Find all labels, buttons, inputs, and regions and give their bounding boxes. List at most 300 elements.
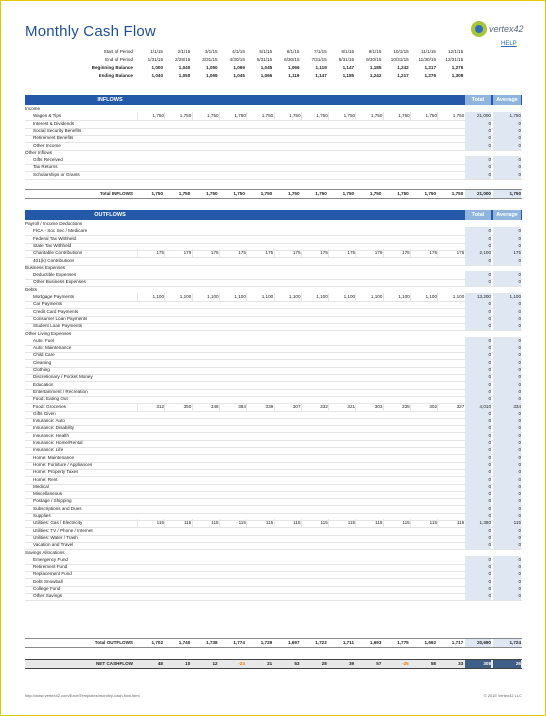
cell[interactable]: 115 [301, 519, 328, 527]
row-label: End of Period [105, 57, 133, 62]
cell[interactable]: 1,750 [410, 112, 437, 120]
total-inflows-row [25, 189, 522, 199]
cell[interactable]: 12/1/15 [447, 49, 464, 54]
row-label: Home: Furniture / Appliances [33, 461, 93, 467]
table-row [25, 592, 522, 601]
total-cell: 0 [465, 556, 491, 564]
cell[interactable]: 33 [458, 661, 464, 666]
cell[interactable]: 11/1/15 [421, 49, 436, 54]
cell[interactable]: 1,217 [397, 73, 409, 78]
vertex42-logo[interactable] [471, 21, 535, 41]
average-cell: 26 [493, 660, 521, 668]
cell[interactable]: 1,066 [288, 65, 300, 70]
cell[interactable]: 1,040 [178, 65, 191, 70]
cell[interactable]: 115 [437, 519, 464, 527]
average-cell: 0 [493, 585, 521, 593]
row-label: Medical [33, 483, 49, 489]
average-cell: 0 [493, 446, 521, 454]
average-cell: 0 [493, 278, 521, 286]
total-cell: 0 [465, 534, 491, 542]
cell[interactable]: 1,050 [206, 65, 218, 70]
cell[interactable]: 12/31/15 [445, 57, 464, 62]
cell[interactable]: 1,217 [424, 65, 436, 70]
cell[interactable]: 175 [246, 249, 273, 257]
average-cell: 0 [493, 227, 521, 235]
cell[interactable]: 1,750 [137, 112, 164, 120]
average-cell: 0 [493, 120, 521, 128]
cell[interactable]: 58 [430, 661, 436, 666]
footer-copyright: © 2015 Vertex42 LLC [483, 693, 522, 698]
cell[interactable]: 1,276 [424, 73, 436, 78]
row-label: Other Inflows [25, 149, 53, 155]
cell[interactable]: 307 [274, 403, 301, 411]
row-label: Ending Balance [98, 73, 133, 78]
row-label: Total INFLOWS [99, 191, 133, 196]
cell[interactable]: -25 [402, 661, 409, 666]
row-label: Insurance: Auto [33, 418, 65, 424]
total-cell: 0 [465, 563, 491, 571]
row-label: Federal Tax Withheld [33, 235, 77, 241]
total-cell: 0 [465, 373, 491, 381]
outflows-header [25, 210, 522, 220]
row-label: Gifts Received [33, 157, 63, 163]
footer-url[interactable]: http://www.vertex42.com/ExcelTemplates/monthly-cash-flow.html [25, 693, 140, 698]
average-cell: 0 [493, 300, 521, 308]
cell[interactable]: 3/1/15 [204, 49, 218, 54]
cell[interactable]: 1,729 [260, 640, 273, 645]
row-label: Postage / Shipping [33, 498, 72, 504]
cell[interactable]: 1,722 [315, 640, 327, 645]
total-cell: 0 [465, 454, 491, 462]
cell[interactable]: 175 [383, 249, 410, 257]
logo-text: vertex42 [489, 24, 524, 34]
average-cell: 0 [493, 381, 521, 389]
total-cell: 0 [465, 300, 491, 308]
total-cell: 0 [465, 476, 491, 484]
cell[interactable]: 303 [355, 403, 382, 411]
cell[interactable]: 115 [355, 519, 382, 527]
cell[interactable]: 1,697 [288, 640, 300, 645]
cell[interactable]: 9/1/15 [368, 49, 382, 54]
cell[interactable]: 1,100 [383, 293, 410, 301]
total-outflows-row [25, 638, 522, 648]
cell[interactable]: 1,066 [260, 73, 273, 78]
average-cell: 0 [493, 432, 521, 440]
section-title: OUTFLOWS [94, 212, 126, 218]
cell[interactable]: 115 [274, 519, 301, 527]
average-cell: 1,100 [493, 293, 521, 301]
cell[interactable]: 175 [274, 249, 301, 257]
cell[interactable]: 4/30/15 [229, 57, 245, 62]
row-label: Consumer Loan Payments [33, 315, 88, 321]
footer [25, 693, 522, 698]
total-cell: 0 [465, 483, 491, 491]
cell[interactable]: 5/31/15 [256, 57, 273, 62]
cell[interactable]: 1,308 [451, 73, 464, 78]
total-cell: 0 [465, 490, 491, 498]
row-label: Gifts Given [33, 410, 56, 416]
cell[interactable]: 1,100 [192, 293, 219, 301]
cell[interactable]: 348 [192, 403, 219, 411]
average-cell: 0 [493, 156, 521, 164]
total-cell: 0 [465, 171, 491, 179]
total-cell: 0 [465, 227, 491, 235]
cell[interactable]: 1,750 [233, 191, 245, 196]
row-label: Retirement Benefits [33, 135, 74, 141]
row-label: Other Savings [33, 593, 63, 599]
cell[interactable]: 115 [192, 519, 219, 527]
total-cell: 0 [465, 512, 491, 520]
average-cell: 0 [493, 424, 521, 432]
cell[interactable]: 1,147 [315, 73, 327, 78]
cell[interactable]: 2/1/15 [177, 49, 191, 54]
cell[interactable]: 1,242 [397, 65, 409, 70]
row-label: Child Care [33, 352, 55, 358]
total-cell: 0 [465, 366, 491, 374]
row-label: Clothing [33, 367, 50, 372]
total-cell: 0 [465, 497, 491, 505]
cell[interactable]: 332 [301, 403, 328, 411]
help-link[interactable]: HELP [501, 41, 517, 47]
average-cell: 0 [493, 454, 521, 462]
cell[interactable]: 1,100 [219, 293, 246, 301]
total-cell: 0 [465, 127, 491, 135]
total-cell: 0 [465, 351, 491, 359]
row-label: Emergency Fund [33, 556, 68, 562]
cell[interactable]: 115 [328, 519, 355, 527]
logo-icon [471, 21, 487, 37]
row-label: Auto: Fuel [33, 337, 54, 343]
cell[interactable]: 339 [246, 403, 273, 411]
table-row [25, 171, 522, 180]
total-cell: 0 [465, 344, 491, 352]
cell[interactable]: 115 [383, 519, 410, 527]
total-column-header: Total [465, 95, 491, 105]
average-cell: 0 [493, 242, 521, 250]
average-cell: 0 [493, 359, 521, 367]
net-cashflow-row [25, 659, 522, 669]
cell[interactable]: 1/31/15 [147, 57, 163, 62]
cell[interactable]: 1,750 [246, 112, 273, 120]
cell[interactable]: 1,100 [301, 293, 328, 301]
average-cell: 0 [493, 541, 521, 549]
total-cell: 0 [465, 271, 491, 279]
cell[interactable]: 1,750 [342, 191, 355, 196]
average-cell: 0 [493, 127, 521, 135]
row-label: Entertainment / Recreation [33, 388, 88, 394]
cell[interactable]: 6/30/15 [284, 57, 300, 62]
cell[interactable]: 10 [185, 661, 191, 666]
row-label: Replacement Fund [33, 571, 72, 577]
total-cell: 0 [465, 337, 491, 345]
cell[interactable]: 5/1/15 [259, 49, 273, 54]
cell[interactable]: 1,100 [437, 293, 464, 301]
cell[interactable]: 28 [321, 661, 327, 666]
total-cell: 0 [465, 446, 491, 454]
total-cell: 0 [465, 359, 491, 367]
cell[interactable]: 2/28/15 [174, 57, 191, 62]
average-cell: 175 [493, 249, 521, 257]
cell[interactable]: 175 [192, 249, 219, 257]
cell[interactable]: 312 [137, 403, 164, 411]
total-cell: 0 [465, 439, 491, 447]
row-label: Social Security Benefits [33, 127, 82, 133]
cell[interactable]: 7/31/15 [311, 57, 327, 62]
cell[interactable]: 1,119 [315, 65, 327, 70]
cell[interactable]: 1,692 [424, 640, 436, 645]
average-cell: 0 [493, 578, 521, 586]
cell[interactable]: 1,738 [206, 640, 218, 645]
cell[interactable]: 39 [348, 661, 355, 666]
cell[interactable]: 1,100 [410, 293, 437, 301]
cell[interactable]: 1,750 [192, 112, 219, 120]
total-cell: 0 [465, 308, 491, 316]
cell[interactable]: 1,702 [151, 640, 163, 645]
cell[interactable]: 1,100 [246, 293, 273, 301]
total-cell: 0 [465, 278, 491, 286]
row-label: Deductible Expenses [33, 272, 77, 278]
average-cell: 1,724 [493, 639, 521, 647]
cell[interactable]: 1,750 [355, 112, 382, 120]
row-label: 401(k) Contributions [33, 257, 75, 263]
average-cell: 0 [493, 366, 521, 374]
cell[interactable]: 115 [164, 519, 191, 527]
cell[interactable]: 175 [437, 249, 464, 257]
total-cell: 0 [465, 585, 491, 593]
cell[interactable]: 350 [164, 403, 191, 411]
average-cell: 0 [493, 142, 521, 150]
cell[interactable]: 8/31/15 [338, 57, 355, 62]
row-label: Credit Card Payments [33, 308, 79, 314]
cell[interactable]: 1,774 [233, 640, 245, 645]
row-label: Student Loan Payments [33, 323, 83, 329]
row-label: Scholarships or Grants [33, 171, 80, 177]
average-cell: 0 [493, 534, 521, 542]
cell[interactable]: 335 [383, 403, 410, 411]
average-cell: 0 [493, 512, 521, 520]
cell[interactable]: 175 [301, 249, 328, 257]
cell[interactable]: 10/31/15 [390, 57, 409, 62]
row-label: Insurance: Home/Rental [33, 440, 83, 445]
total-cell: 0 [465, 417, 491, 425]
average-cell: 0 [493, 483, 521, 491]
row-label: College Fund [33, 586, 61, 591]
row-label: Insurance: Life [33, 447, 64, 453]
cell[interactable]: 11/30/15 [418, 57, 436, 62]
total-cell: 4,010 [465, 403, 491, 411]
total-cell: 0 [465, 468, 491, 476]
cell[interactable]: 21 [267, 661, 273, 666]
cell[interactable]: 175 [410, 249, 437, 257]
total-cell: 0 [465, 388, 491, 396]
cell[interactable]: 1,693 [369, 640, 382, 645]
average-cell: 0 [493, 337, 521, 345]
cell[interactable]: 1,100 [328, 293, 355, 301]
average-cell: 0 [493, 527, 521, 535]
total-cell: 0 [465, 505, 491, 513]
cell[interactable]: 6/1/15 [286, 49, 300, 54]
cell[interactable]: 1/1/15 [150, 49, 163, 54]
cell[interactable]: 1,000 [151, 65, 163, 70]
period-row [25, 56, 522, 64]
row-label: Utilities: TV / Phone / Internet [33, 527, 93, 533]
cell[interactable]: 1,711 [342, 640, 355, 645]
row-label: Car Payments [33, 301, 63, 307]
row-label: Miscellaneous [33, 491, 63, 497]
total-cell: 0 [465, 242, 491, 250]
total-cell: 0 [465, 120, 491, 128]
cell[interactable]: 302 [410, 403, 437, 411]
cell[interactable]: 175 [328, 249, 355, 257]
cell[interactable]: 1,100 [274, 293, 301, 301]
total-cell: 0 [465, 381, 491, 389]
cell[interactable]: 1,750 [301, 112, 328, 120]
row-label: Business Expenses [25, 264, 66, 270]
cell[interactable]: 1,750 [328, 112, 355, 120]
row-label: Auto: Maintenance [33, 345, 72, 351]
cell[interactable]: 10/1/15 [393, 49, 409, 54]
cell[interactable]: 1,147 [342, 65, 355, 70]
total-cell: 0 [465, 592, 491, 600]
row-label: Tax Returns [33, 164, 58, 170]
row-label: Home: Property Taxes [33, 469, 79, 475]
cell[interactable]: 53 [294, 661, 300, 666]
total-cell: 0 [465, 424, 491, 432]
cell[interactable]: 1,100 [164, 293, 191, 301]
total-cell: 0 [465, 541, 491, 549]
cell[interactable]: 4/1/15 [232, 49, 245, 54]
cell[interactable]: 1,242 [369, 73, 382, 78]
total-cell: 0 [465, 156, 491, 164]
total-cell: 0 [465, 322, 491, 330]
row-label: Discretionary / Pocket Money [33, 374, 93, 380]
cell[interactable]: 1,040 [151, 73, 163, 78]
cell[interactable]: 1,750 [151, 191, 163, 196]
period-row [25, 72, 522, 80]
cell[interactable]: 9/30/15 [366, 57, 382, 62]
cell[interactable]: 175 [355, 249, 382, 257]
cell[interactable]: 8/1/15 [341, 49, 355, 54]
row-label: Other Living Expenses [25, 330, 72, 336]
total-cell: 0 [465, 134, 491, 142]
cell[interactable]: 1,750 [164, 112, 191, 120]
total-cell: 0 [465, 315, 491, 323]
cell[interactable]: 1,185 [369, 65, 382, 70]
total-cell: 21,000 [465, 190, 491, 198]
total-cell: 20,690 [465, 639, 491, 647]
average-cell: 0 [493, 271, 521, 279]
average-cell: 0 [493, 556, 521, 564]
cell[interactable]: 1,185 [342, 73, 355, 78]
cell[interactable]: 115 [410, 519, 437, 527]
total-cell: 0 [465, 142, 491, 150]
cell[interactable]: 1,717 [451, 640, 464, 645]
cell[interactable]: 57 [376, 661, 382, 666]
cell[interactable]: 1,750 [288, 191, 300, 196]
average-cell: 0 [493, 505, 521, 513]
average-cell: 0 [493, 476, 521, 484]
cell[interactable]: 115 [137, 519, 164, 527]
average-cell: 0 [493, 468, 521, 476]
cell[interactable]: 3/31/15 [202, 57, 218, 62]
cell[interactable]: 1,750 [383, 112, 410, 120]
row-label: Interest & Dividends [33, 120, 75, 126]
cell[interactable]: 12 [212, 661, 218, 666]
row-label: Utilities: Gas / Electricity [33, 520, 83, 526]
cell[interactable]: 1,775 [397, 640, 409, 645]
row-label: Food: Groceries [33, 403, 66, 409]
cell[interactable]: 1,750 [219, 112, 246, 120]
cell[interactable]: 1,100 [137, 293, 164, 301]
cell[interactable]: 1,750 [451, 191, 464, 196]
cell[interactable]: 1,045 [260, 65, 273, 70]
cell[interactable]: 1,119 [288, 73, 300, 78]
cell[interactable]: 1,750 [260, 191, 273, 196]
row-label: State Tax Withheld [33, 242, 72, 248]
row-label: Supplies [33, 513, 51, 518]
cell[interactable]: 1,069 [206, 73, 218, 78]
cell[interactable]: 48 [157, 661, 163, 666]
cell[interactable]: 1,050 [178, 73, 191, 78]
row-label: Home: Rent [33, 476, 58, 482]
total-cell: 0 [465, 235, 491, 243]
cell[interactable]: 1,276 [451, 65, 464, 70]
average-cell: 1,750 [493, 112, 521, 120]
average-cell: 0 [493, 235, 521, 243]
cell[interactable]: 1,750 [369, 191, 382, 196]
row-label: Charitable Contributions [33, 250, 83, 256]
cell[interactable]: 1,750 [206, 191, 218, 196]
total-cell: 0 [465, 257, 491, 265]
average-cell: 0 [493, 563, 521, 571]
period-row [25, 48, 522, 56]
cell[interactable]: 321 [328, 403, 355, 411]
cell[interactable]: 7/1/15 [314, 49, 327, 54]
cell[interactable]: 1,740 [178, 640, 191, 645]
cell[interactable]: 1,750 [315, 191, 327, 196]
row-label: Insurance: Health [33, 432, 70, 438]
cell[interactable]: 384 [219, 403, 246, 411]
average-cell: 0 [493, 308, 521, 316]
total-cell: 0 [465, 410, 491, 418]
cell[interactable]: 1,750 [397, 191, 409, 196]
cell[interactable]: 1,750 [274, 112, 301, 120]
total-cell: 0 [465, 395, 491, 403]
cell[interactable]: 1,750 [437, 112, 464, 120]
cell[interactable]: 1,750 [424, 191, 436, 196]
cell[interactable]: 175 [164, 249, 191, 257]
cell[interactable]: 115 [219, 519, 246, 527]
average-cell: 0 [493, 461, 521, 469]
cell[interactable]: -24 [238, 661, 245, 666]
total-cell: 0 [465, 432, 491, 440]
cell[interactable]: 175 [137, 249, 164, 257]
cell[interactable]: 1,100 [355, 293, 382, 301]
cell[interactable]: 1,045 [233, 73, 245, 78]
total-cell: 21,000 [465, 112, 491, 120]
row-label: Education [33, 381, 54, 387]
inflows-header [25, 95, 522, 105]
row-label: Start of Period [103, 49, 133, 54]
cell[interactable]: 115 [246, 519, 273, 527]
cell[interactable]: 327 [437, 403, 464, 411]
average-cell: 1,750 [493, 190, 521, 198]
average-cell: 0 [493, 570, 521, 578]
cell[interactable]: 175 [219, 249, 246, 257]
average-cell: 334 [493, 403, 521, 411]
cell[interactable]: 1,750 [178, 191, 191, 196]
cell[interactable]: 1,069 [233, 65, 245, 70]
